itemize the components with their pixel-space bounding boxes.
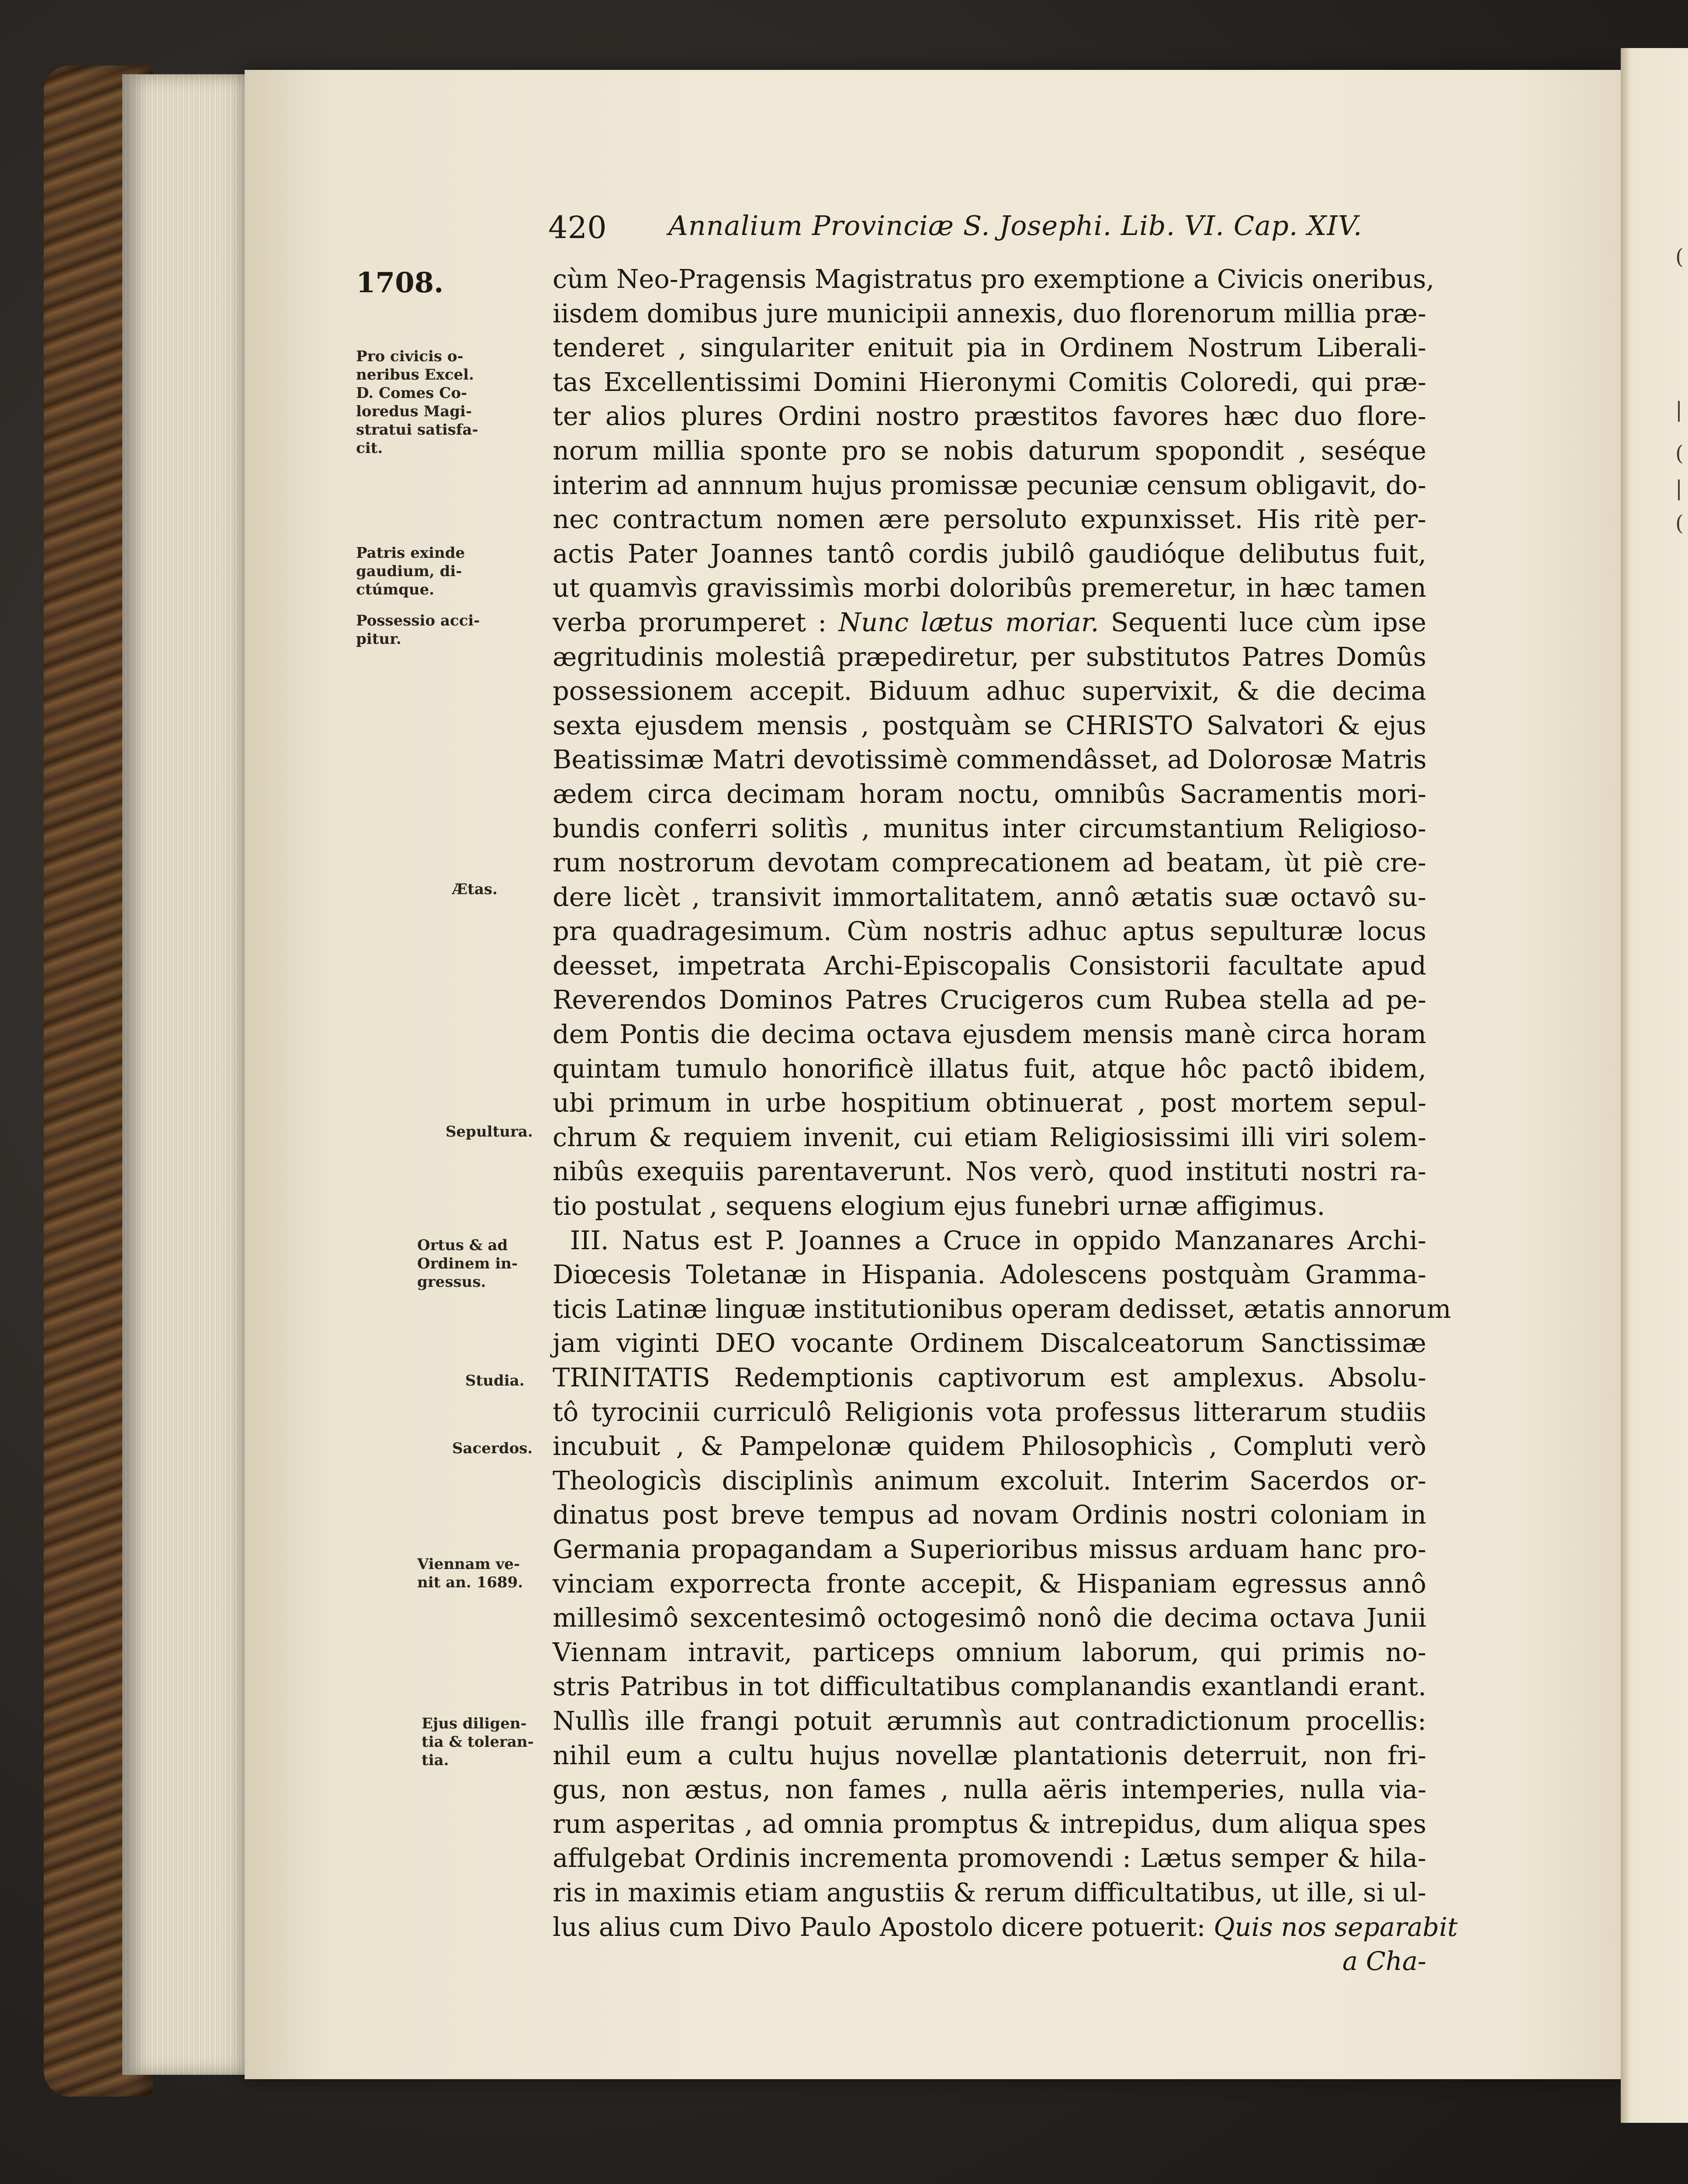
facing-page-mark: ( xyxy=(1675,245,1684,269)
margin-note-line: Ordinem in- xyxy=(417,1255,518,1272)
text-line: nibûs exequiis parentaverunt. Nos verò, quod instituti nostri ra- xyxy=(553,1156,1426,1187)
margin-note-line: tia & toleran- xyxy=(422,1733,534,1751)
page-number: 420 xyxy=(548,210,607,245)
margin-note-line: tia. xyxy=(422,1752,449,1769)
margin-note-line: Pro civicis o- xyxy=(356,348,464,365)
text-line: nec contractum nomen ære persoluto expunxisset. His ritè per- xyxy=(553,504,1426,535)
margin-note-line: loredus Magi- xyxy=(356,403,472,420)
text-line: millesimô sexcentesimô octogesimô nonô die decima octava Junii xyxy=(553,1603,1426,1633)
text-line: stris Patribus in tot difficultatibus complanandis exantlandi erant. xyxy=(553,1671,1426,1702)
text-line: verba prorumperet : Nunc lætus moriar. Sequenti luce cùm ipse xyxy=(553,607,1426,637)
text-line: Reverendos Dominos Patres Crucigeros cum Rubea stella ad pe- xyxy=(553,985,1426,1015)
text-line: affulgebat Ordinis incrementa promovendi : Lætus semper & hila- xyxy=(553,1843,1426,1873)
catchword: a Cha- xyxy=(1342,1946,1426,1977)
text-line: Nullìs ille frangi potuit ærumnìs aut contradictionum procellis: xyxy=(553,1705,1426,1736)
text-line: ticis Latinæ linguæ institutionibus operam dedisset, ætatis annorum xyxy=(553,1293,1451,1324)
body-text xyxy=(553,262,1458,1979)
text-line: ut quamvìs gravissimìs morbi doloribûs premeretur, in hæc tamen xyxy=(553,573,1426,603)
margin-note-line: gressus. xyxy=(417,1273,486,1291)
text-line: Theologicìs disciplinìs animum excoluit. Interim Sacerdos or- xyxy=(553,1465,1426,1496)
text-line: ubi primum in urbe hospitium obtinuerat , post mortem sepul- xyxy=(553,1088,1426,1118)
margin-note-line: Ortus & ad xyxy=(417,1237,508,1254)
page-edges xyxy=(122,74,253,2075)
margin-note-line: Possessio acci- xyxy=(356,612,480,629)
margin-note-line: Ejus diligen- xyxy=(422,1715,527,1732)
year-marker: 1708. xyxy=(356,266,444,299)
margin-note xyxy=(356,612,505,648)
facing-page-mark: ( xyxy=(1675,511,1684,536)
margin-note-line: ctúmque. xyxy=(356,581,435,598)
margin-note-line: Ætas. xyxy=(452,881,498,898)
text-line: tenderet , singulariter enituit pia in Ordinem Nostrum Liberali- xyxy=(553,332,1426,363)
margin-note xyxy=(417,1555,566,1592)
margin-note xyxy=(356,544,505,599)
text-line: TRINITATIS Redemptionis captivorum est amplexus. Absolu- xyxy=(553,1362,1426,1393)
margin-note-line: Viennam ve- xyxy=(417,1555,520,1573)
text-line: norum millia sponte pro se nobis daturum spopondit , seséque xyxy=(553,435,1426,466)
text-line: tô tyrocinii curriculô Religionis vota professus litterarum studiis xyxy=(553,1396,1426,1427)
facing-page-mark: | xyxy=(1675,476,1683,501)
margin-note xyxy=(356,347,505,457)
margin-note xyxy=(356,1123,533,1141)
facing-page-mark: | xyxy=(1675,397,1683,422)
text-line: lus alius cum Divo Paulo Apostolo dicere potuerit: Quis nos separabit xyxy=(553,1911,1458,1942)
text-line: dere licèt , transivit immortalitatem, annô ætatis suæ octavô su- xyxy=(553,881,1426,912)
text-line: incubuit , & Pampelonæ quidem Philosophicìs , Compluti verò xyxy=(553,1431,1426,1462)
text-line: ægritudinis molestiâ præpediretur, per substitutos Patres Domûs xyxy=(553,641,1426,672)
margin-note-line: neribus Excel. xyxy=(356,366,474,384)
margin-note-line: stratui satisfa- xyxy=(356,421,478,439)
text-line: gus, non æstus, non fames , nulla aëris intemperies, nulla via- xyxy=(553,1774,1426,1805)
text-line: Beatissimæ Matri devotissimè commendâsset, ad Dolorosæ Matris xyxy=(553,744,1427,775)
text-line: rum nostrorum devotam comprecationem ad beatam, ùt piè cre- xyxy=(553,847,1426,878)
text-line: ædem circa decimam horam noctu, omnibûs Sacramentis mori- xyxy=(553,778,1426,809)
text-line: Germania propagandam a Superioribus missus arduam hanc pro- xyxy=(553,1534,1426,1564)
text-line: interim ad annnum hujus promissæ pecuniæ censum obligavit, do- xyxy=(553,470,1426,500)
text-line: nihil eum a cultu hujus novellæ plantationis deterruit, non fri- xyxy=(553,1740,1426,1770)
margin-note-line: cit. xyxy=(356,439,383,457)
margin-note-line: Patris exinde xyxy=(356,544,465,562)
text-line: ter alios plures Ordini nostro præstitos favores hæc duo flore- xyxy=(553,401,1426,432)
facing-page-mark: ( xyxy=(1675,441,1684,466)
margin-note-line: Sepultura. xyxy=(446,1123,533,1140)
text-line: dinatus post breve tempus ad novam Ordinis nostri coloniam in xyxy=(553,1500,1426,1530)
text-line: tio postulat , sequens elogium ejus funebri urnæ affigimus. xyxy=(553,1191,1325,1221)
margin-note-line: gaudium, di- xyxy=(356,563,462,580)
text-line: rum asperitas , ad omnia promptus & intrepidus, dum aliqua spes xyxy=(553,1808,1426,1839)
text-line: possessionem accepit. Biduum adhuc supervixit, & die decima xyxy=(553,676,1426,706)
margin-note-line: Sacerdos. xyxy=(452,1440,533,1457)
text-line: III. Natus est P. Joannes a Cruce in oppido Manzanares Archi- xyxy=(570,1225,1426,1255)
text-line: vinciam exporrecta fronte accepit, & Hispaniam egressus annô xyxy=(553,1568,1426,1599)
text-line: actis Pater Joannes tantô cordis jubilô gaudióque delibutus fuit, xyxy=(553,538,1426,569)
text-line: pra quadragesimum. Cùm nostris adhuc aptus sepulturæ locus xyxy=(553,916,1426,947)
margin-note-line: nit an. 1689. xyxy=(417,1574,523,1591)
text-line: deesset, impetrata Archi-Episcopalis Consistorii facultate apud xyxy=(553,950,1426,981)
facing-page-edge xyxy=(1621,48,1688,2123)
margin-note-line: D. Comes Co- xyxy=(356,384,467,402)
text-line: Viennam intravit, particeps omnium laborum, qui primis no- xyxy=(553,1637,1426,1667)
text-line: ris in maximis etiam angustiis & rerum difficultatibus, ut ille, si ul- xyxy=(553,1877,1426,1908)
text-line: jam viginti DEO vocante Ordinem Discalceatorum Sanctissimæ xyxy=(553,1328,1426,1358)
margin-note xyxy=(417,1236,566,1291)
text-line: iisdem domibus jure municipii annexis, duo florenorum millia præ- xyxy=(553,298,1426,328)
margin-note xyxy=(422,1714,570,1769)
running-head: Annalium Provinciæ S. Josephi. Lib. VI. Cap. XIV. xyxy=(668,210,1363,242)
text-line: tas Excellentissimi Domini Hieronymi Comitis Coloredi, qui præ- xyxy=(553,366,1426,397)
text-line: quintam tumulo honorificè illatus fuit, atque hôc pactô ibidem, xyxy=(553,1053,1426,1084)
text-line: cùm Neo-Pragensis Magistratus pro exemptione a Civicis oneribus, xyxy=(553,264,1435,294)
text-line: sexta ejusdem mensis , postquàm se CHRISTO Salvatori & ejus xyxy=(553,710,1426,740)
margin-note-line: pitur. xyxy=(356,630,401,648)
text-line: Diœcesis Toletanæ in Hispania. Adolescens postquàm Gramma- xyxy=(553,1259,1426,1290)
margin-note xyxy=(356,880,505,898)
text-line: bundis conferri solitìs , munitus inter circumstantium Religioso- xyxy=(553,813,1426,843)
margin-note-line: Studia. xyxy=(465,1372,525,1389)
text-line: chrum & requiem invenit, cui etiam Religiosissimi illi viri solem- xyxy=(553,1122,1426,1152)
text-line: dem Pontis die decima octava ejusdem mensis manè circa horam xyxy=(553,1019,1426,1050)
